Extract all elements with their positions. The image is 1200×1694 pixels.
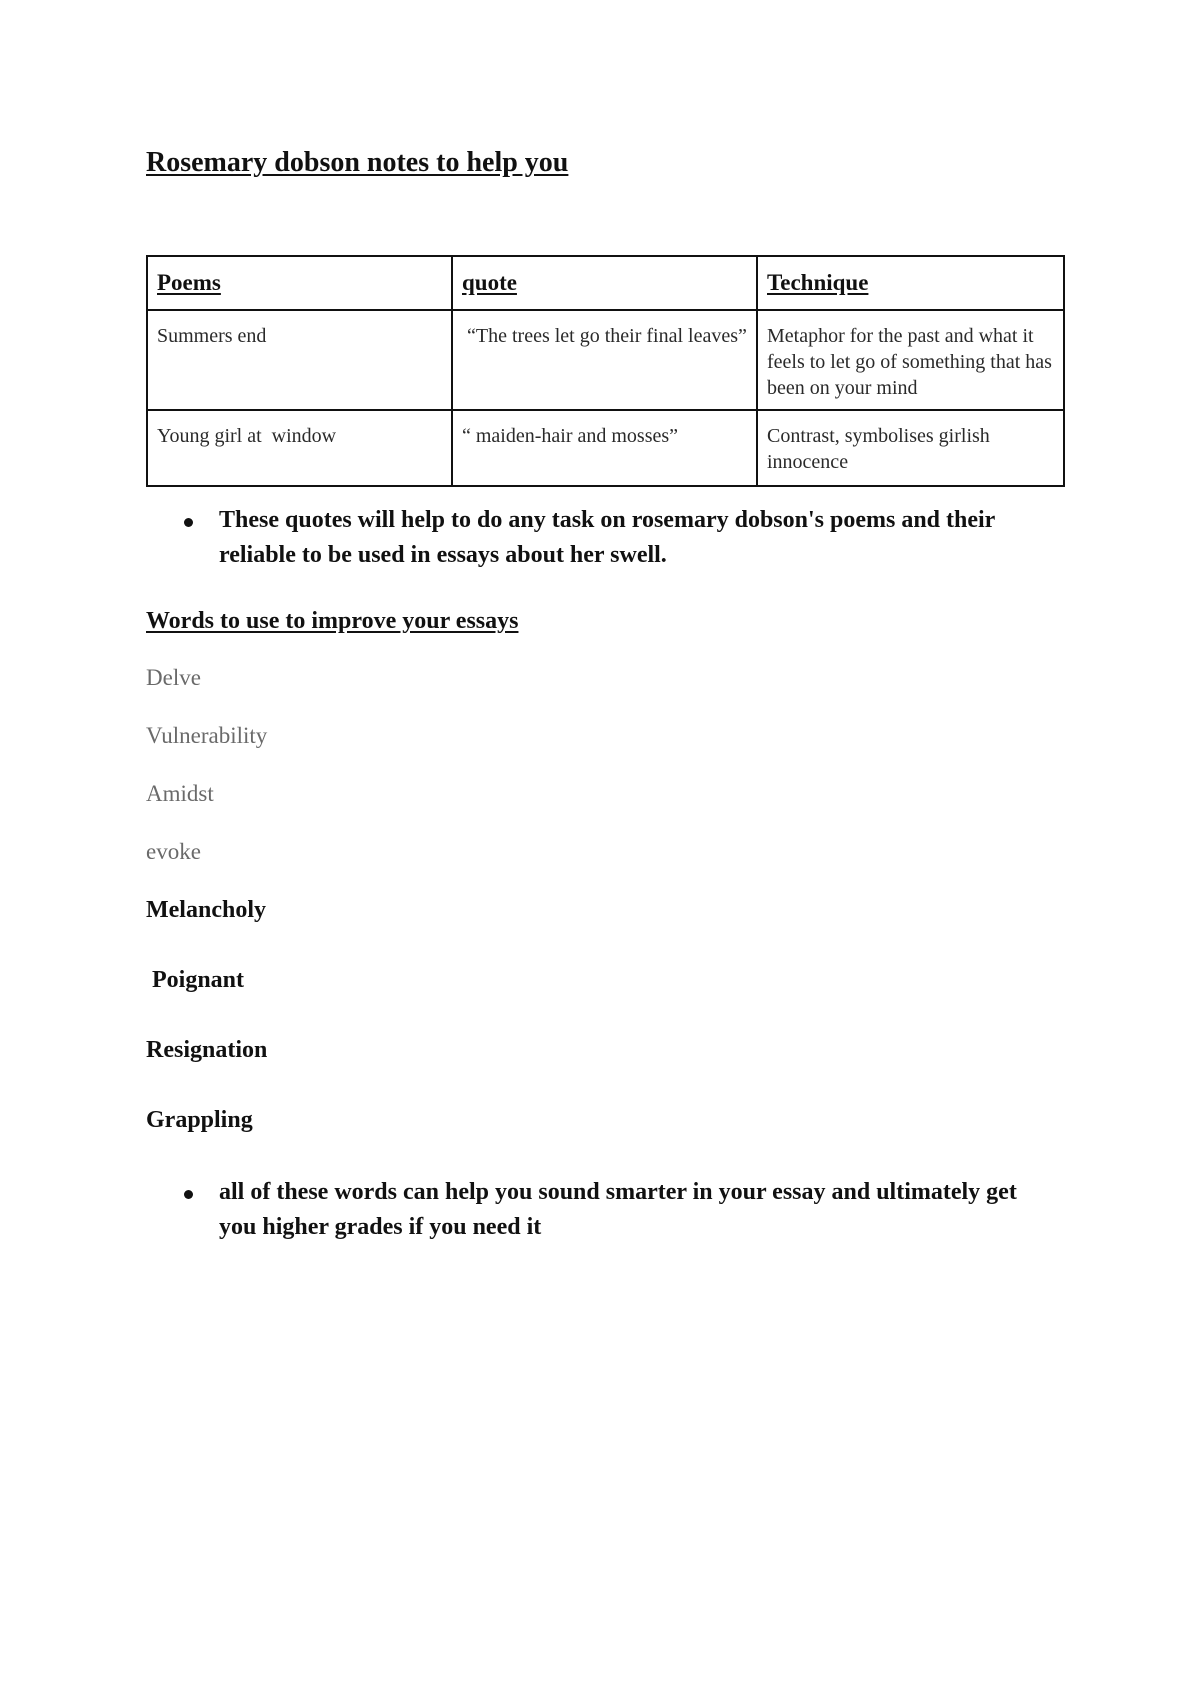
cell-quote: “ maiden-hair and mosses”: [452, 410, 757, 486]
cell-technique: Metaphor for the past and what it feels to let go of something that has been on your mind: [757, 310, 1064, 410]
bullet-dot-icon: [184, 518, 193, 527]
cell-poem: Summers end: [147, 310, 452, 410]
page-title: Rosemary dobson notes to help you: [146, 147, 569, 178]
word-item: Grappling: [146, 1107, 253, 1133]
list-item: [146, 503, 1059, 573]
cell-technique: Contrast, symbolises girlish innocence: [757, 410, 1064, 486]
bullet-list: [146, 503, 1059, 573]
words-heading: Words to use to improve your essays: [146, 608, 519, 634]
table-row: [147, 410, 1064, 486]
word-item: Delve: [146, 665, 201, 690]
cell-poem: Young girl at window: [147, 410, 452, 486]
table-row: [147, 310, 1064, 410]
word-item: Vulnerability: [146, 723, 268, 748]
bullet-dot-icon: [184, 1190, 193, 1199]
header-technique: Technique: [757, 256, 1064, 310]
header-poems: Poems: [147, 256, 452, 310]
header-quote: quote: [452, 256, 757, 310]
word-item: Resignation: [146, 1037, 268, 1063]
table-header-row: [147, 256, 1064, 310]
word-item: Melancholy: [146, 897, 266, 923]
word-item: evoke: [146, 839, 201, 864]
bullet-text: all of these words can help you sound smarter in your essay and ultimately get you higher grades if you need it: [219, 1179, 1017, 1240]
poems-table: [146, 255, 1065, 487]
list-item: [146, 1175, 1059, 1245]
cell-quote: “The trees let go their final leaves”: [452, 310, 757, 410]
word-item: Poignant: [146, 967, 245, 993]
bullet-list: [146, 1175, 1059, 1245]
bullet-text: These quotes will help to do any task on rosemary dobson's poems and their reliable to be used in essays about her swell.: [219, 507, 995, 568]
word-item: Amidst: [146, 781, 214, 806]
